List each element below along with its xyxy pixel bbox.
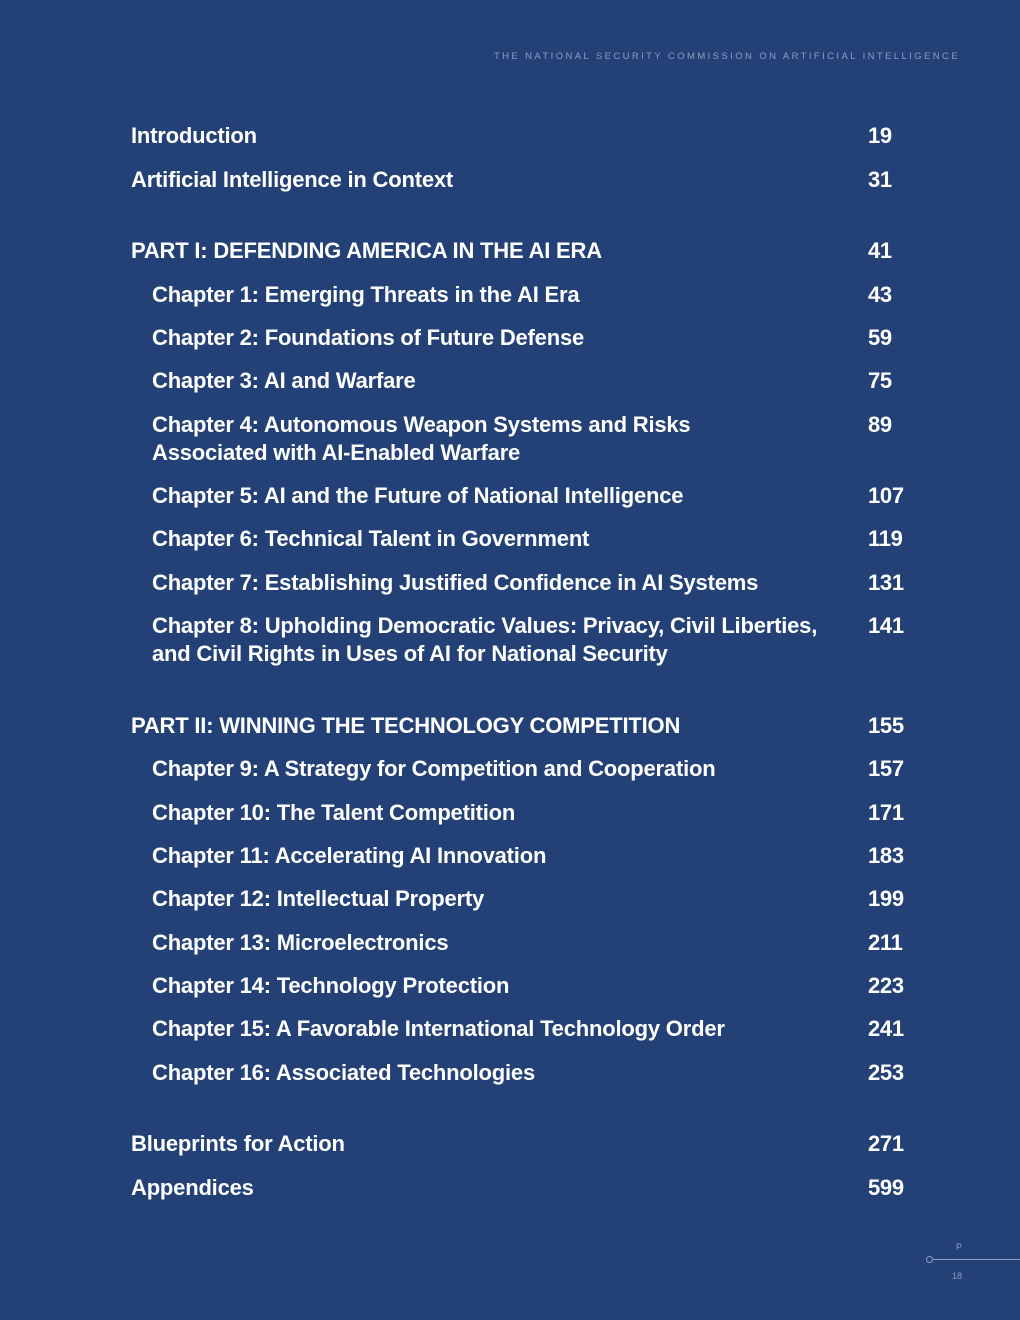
toc-entry-title: Chapter 3: AI and Warfare	[152, 368, 416, 393]
toc-entry-title: Chapter 10: The Talent Competition	[152, 800, 516, 825]
toc-entry-page: 141	[868, 613, 904, 638]
toc-entry-page: 41	[868, 238, 892, 263]
toc-entry-page: 59	[868, 325, 892, 350]
toc-entry-page: 75	[868, 368, 892, 393]
toc-entry-page: 599	[868, 1175, 904, 1200]
marker-line	[933, 1259, 1020, 1260]
toc-entry-page: 131	[868, 570, 904, 595]
toc-entry-title: Chapter 5: AI and the Future of National Intelligence	[152, 483, 684, 508]
toc-entry-title: Chapter 15: A Favorable International Technology Order	[152, 1016, 725, 1041]
toc-entry-title: Artificial Intelligence in Context	[131, 167, 454, 192]
toc-entry-title: PART I: DEFENDING AMERICA IN THE AI ERA	[131, 238, 602, 263]
toc-entry-title: Appendices	[131, 1175, 254, 1200]
toc-entry-page: 253	[868, 1060, 904, 1085]
toc-entry-page: 119	[868, 526, 903, 551]
toc-entry-page: 155	[868, 713, 904, 738]
toc-entry-page: 43	[868, 282, 892, 307]
page-number-marker	[926, 1240, 1020, 1290]
toc-entry-title-line1: Chapter 8: Upholding Democratic Values: Privacy, Civil Liberties,	[152, 613, 818, 638]
toc-entry-title: Chapter 9: A Strategy for Competition and Cooperation	[152, 756, 716, 781]
toc-entry-title: Blueprints for Action	[131, 1131, 345, 1156]
marker-dot-icon	[926, 1256, 933, 1263]
toc-entry-title: Introduction	[131, 123, 257, 148]
toc-entry-title: Chapter 7: Establishing Justified Confidence in AI Systems	[152, 570, 759, 595]
toc-entry-title: Chapter 1: Emerging Threats in the AI Era	[152, 282, 580, 307]
toc-entry-title: Chapter 16: Associated Technologies	[152, 1060, 535, 1085]
page-number: 18	[952, 1271, 963, 1281]
toc-entry-title: Chapter 13: Microelectronics	[152, 930, 449, 955]
toc-entry-page: 31	[868, 167, 892, 192]
toc-entry-page: 223	[868, 973, 904, 998]
page-label: P	[956, 1242, 963, 1252]
toc-entry-page: 157	[868, 756, 904, 781]
toc-entry-page: 19	[868, 123, 892, 148]
toc-entry-title-line1: Chapter 4: Autonomous Weapon Systems and Risks	[152, 412, 691, 437]
toc-entry-page: 271	[868, 1131, 904, 1156]
toc-entry-title: Chapter 2: Foundations of Future Defense	[152, 325, 585, 350]
toc-entry-page: 107	[868, 483, 904, 508]
toc-entry-page: 171	[868, 800, 904, 825]
toc-entry-page: 199	[868, 886, 904, 911]
toc-entry-title: Chapter 14: Technology Protection	[152, 973, 510, 998]
running-header: THE NATIONAL SECURITY COMMISSION ON ARTIFICIAL INTELLIGENCE	[493, 51, 960, 62]
toc-entry-page: 211	[868, 930, 903, 955]
toc-entry-page: 89	[868, 412, 892, 437]
toc-entry-title: Chapter 6: Technical Talent in Government	[152, 526, 590, 551]
toc-entry-page: 241	[868, 1016, 904, 1041]
toc-entry-page: 183	[868, 843, 904, 868]
toc-entry-title-line2: Associated with AI-Enabled Warfare	[152, 440, 521, 465]
toc-entry-title: PART II: WINNING THE TECHNOLOGY COMPETITION	[131, 713, 681, 738]
toc-entry-title: Chapter 11: Accelerating AI Innovation	[152, 843, 547, 868]
toc-entry-title: Chapter 12: Intellectual Property	[152, 886, 485, 911]
toc-entry-title-line2: and Civil Rights in Uses of AI for National Security	[152, 641, 668, 666]
